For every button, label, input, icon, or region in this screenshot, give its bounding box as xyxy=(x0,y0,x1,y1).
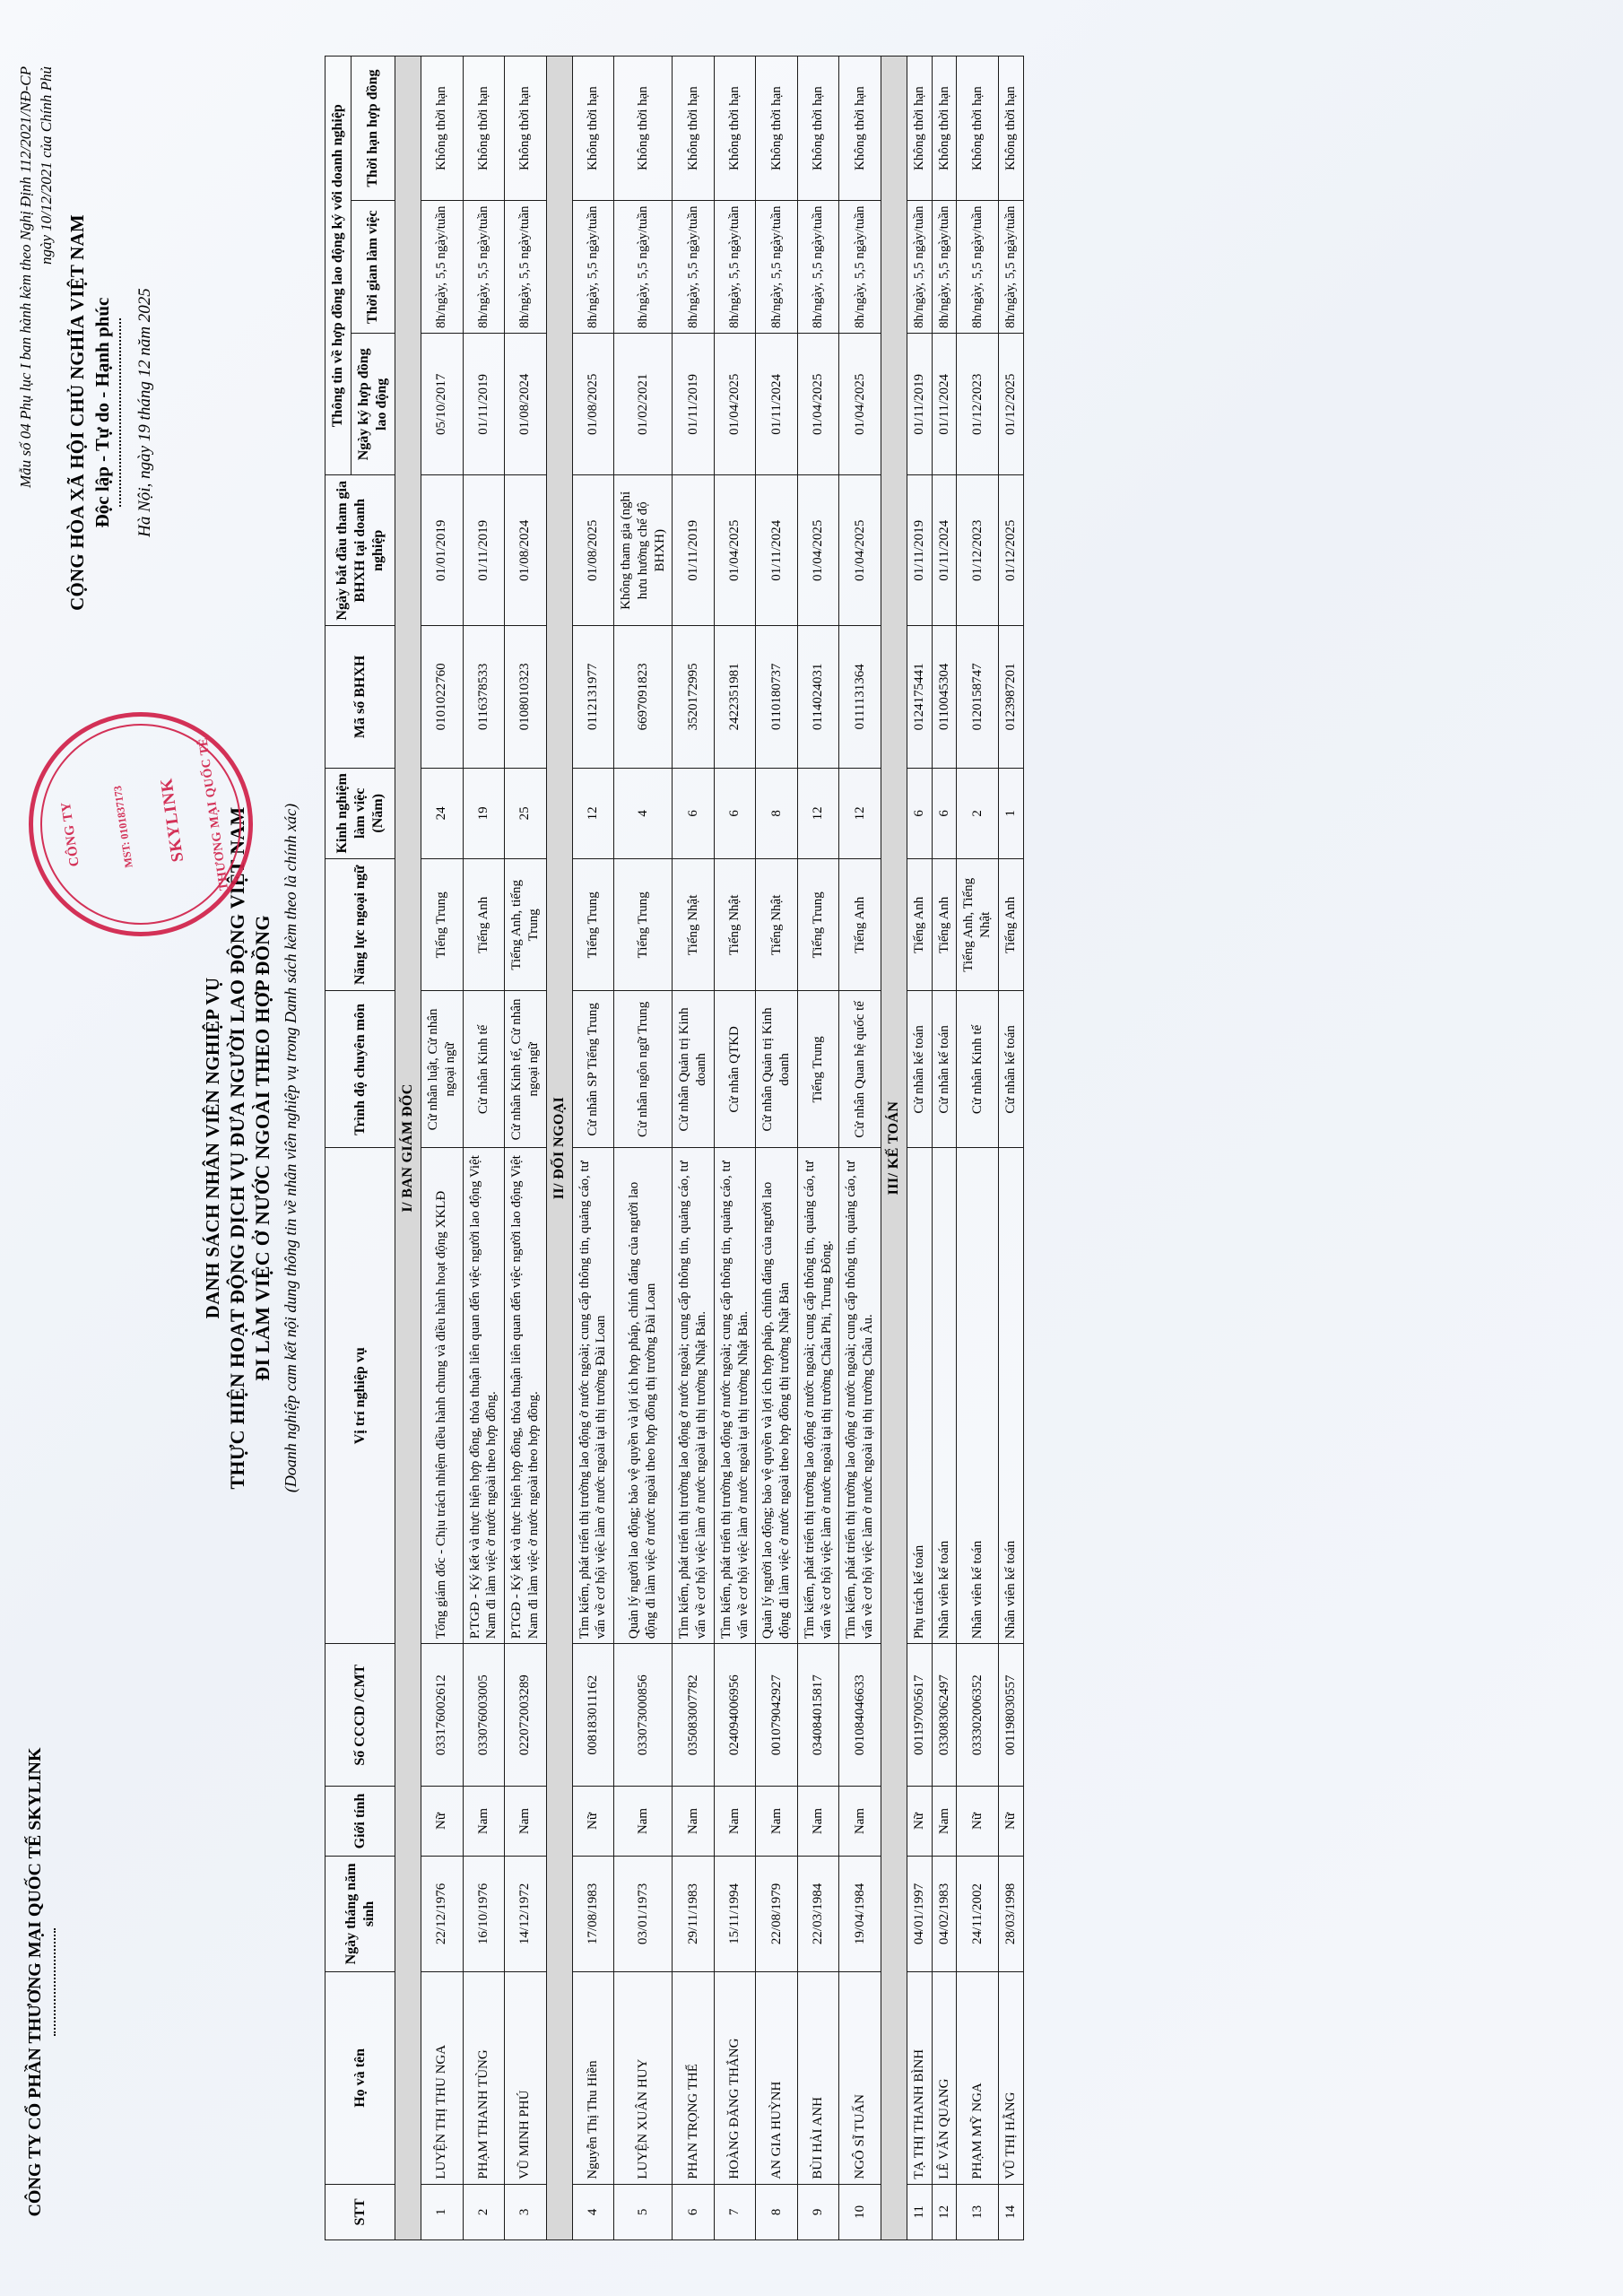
cell-position: Tìm kiếm, phát triển thị trường lao động ở nước ngoài; cung cấp thông tin, quảng cáo, tư vấn về cơ hội việc làm ở nước ngoài tại thị trường Châu Phi, Trung Đông. xyxy=(797,1148,839,1644)
col-header-contract-term: Thời hạn hợp đồng xyxy=(352,57,395,201)
cell-experience: 25 xyxy=(505,768,547,859)
cell-sex: Nam xyxy=(614,1787,673,1857)
cell-contract-term: Không thời hạn xyxy=(463,57,505,201)
col-header-contract-sign-date: Ngày ký hợp đồng lao động xyxy=(352,334,395,475)
cell-contract-term: Không thời hạn xyxy=(907,57,932,201)
cell-work-time: 8h/ngày, 5,5 ngày/tuần xyxy=(756,201,798,334)
cell-experience: 1 xyxy=(998,768,1023,859)
cell-stt: 13 xyxy=(957,2184,999,2239)
cell-id: 001084046633 xyxy=(839,1644,881,1787)
cell-bhxh-code: 0120158747 xyxy=(957,626,999,768)
form-reference-line-1: Mẫu số 04 Phụ lục I ban hành kèm theo Nghị Định 112/2021/NĐ-CP xyxy=(17,66,34,488)
cell-contract-sign-date: 01/02/2021 xyxy=(614,334,673,475)
cell-language: Tiếng Nhật xyxy=(714,859,756,991)
cell-name: AN GIA HUỲNH xyxy=(756,1972,798,2185)
cell-bhxh-start: 01/01/2019 xyxy=(421,475,464,626)
cell-id: 008183011162 xyxy=(572,1644,614,1787)
cell-contract-sign-date: 01/04/2025 xyxy=(839,334,881,475)
cell-id: 022072003289 xyxy=(505,1644,547,1787)
table-row xyxy=(907,57,932,2240)
cell-position: Tìm kiếm, phát triển thị trường lao động ở nước ngoài; cung cấp thông tin, quảng cáo, tư vấn về cơ hội việc làm ở nước ngoài tại thị trường Đài Loan xyxy=(572,1148,614,1644)
cell-position: Quản lý người lao động; bảo vệ quyền và lợi ích hợp pháp, chính đáng của người lao động đi làm việc ở nước ngoài theo hợp đồng thị trường Nhật Bản xyxy=(756,1148,798,1644)
cell-bhxh-start: 01/08/2025 xyxy=(572,475,614,626)
cell-experience: 6 xyxy=(932,768,957,859)
cell-stt: 10 xyxy=(839,2184,881,2239)
cell-stt: 7 xyxy=(714,2184,756,2239)
cell-bhxh-start: 01/04/2025 xyxy=(839,475,881,626)
cell-language: Tiếng Anh, tiếng Trung xyxy=(505,859,547,991)
national-motto: Độc lập - Tự do - Hạnh phúc xyxy=(91,297,113,528)
cell-dob: 03/01/1973 xyxy=(614,1856,673,1971)
cell-stt: 6 xyxy=(673,2184,715,2239)
cell-work-time: 8h/ngày, 5,5 ngày/tuần xyxy=(957,201,999,334)
cell-stt: 3 xyxy=(505,2184,547,2239)
company-name: CÔNG TY CỔ PHẦN THƯƠNG MẠI QUỐC TẾ SKYLINK xyxy=(25,1747,45,2217)
cell-bhxh-code: 3520172995 xyxy=(673,626,715,768)
cell-language: Tiếng Anh, Tiếng Nhật xyxy=(957,859,999,991)
cell-work-time: 8h/ngày, 5,5 ngày/tuần xyxy=(714,201,756,334)
cell-education: Cử nhân Kinh tế xyxy=(957,991,999,1148)
cell-sex: Nam xyxy=(756,1787,798,1857)
cell-dob: 22/03/1984 xyxy=(797,1856,839,1971)
employee-table xyxy=(325,56,1024,2240)
cell-work-time: 8h/ngày, 5,5 ngày/tuần xyxy=(932,201,957,334)
cell-id: 033073000856 xyxy=(614,1644,673,1787)
cell-experience: 12 xyxy=(797,768,839,859)
cell-education: Cử nhân Kinh tế xyxy=(463,991,505,1148)
cell-contract-term: Không thời hạn xyxy=(673,57,715,201)
document-title-line-2: THỰC HIỆN HOẠT ĐỘNG DỊCH VỤ ĐƯA NGƯỜI LAO ĐỘNG VIỆT NAM xyxy=(226,806,248,1490)
cell-bhxh-start: 01/12/2023 xyxy=(957,475,999,626)
cell-bhxh-start: 01/11/2019 xyxy=(463,475,505,626)
cell-contract-term: Không thời hạn xyxy=(957,57,999,201)
document-title-line-3: ĐI LÀM VIỆC Ở NƯỚC NGOÀI THEO HỢP ĐỒNG xyxy=(251,915,273,1381)
cell-contract-term: Không thời hạn xyxy=(505,57,547,201)
cell-experience: 24 xyxy=(421,768,464,859)
cell-contract-term: Không thời hạn xyxy=(614,57,673,201)
table-row xyxy=(839,57,881,2240)
cell-education: Tiếng Trung xyxy=(797,991,839,1148)
cell-bhxh-start: 01/11/2019 xyxy=(673,475,715,626)
cell-bhxh-code: 0116378533 xyxy=(463,626,505,768)
cell-experience: 8 xyxy=(756,768,798,859)
cell-language: Tiếng Trung xyxy=(797,859,839,991)
cell-language: Tiếng Anh xyxy=(998,859,1023,991)
cell-work-time: 8h/ngày, 5,5 ngày/tuần xyxy=(572,201,614,334)
cell-position: Nhân viên kế toán xyxy=(998,1148,1023,1644)
cell-bhxh-code: 6697091823 xyxy=(614,626,673,768)
table-row xyxy=(998,57,1023,2240)
company-block xyxy=(23,1731,56,2233)
cell-sex: Nam xyxy=(797,1787,839,1857)
cell-work-time: 8h/ngày, 5,5 ngày/tuần xyxy=(797,201,839,334)
cell-contract-sign-date: 01/11/2019 xyxy=(907,334,932,475)
cell-bhxh-code: 0114024031 xyxy=(797,626,839,768)
table-section-row xyxy=(395,57,421,2240)
cell-stt: 8 xyxy=(756,2184,798,2239)
cell-id: 001079042927 xyxy=(756,1644,798,1787)
cell-dob: 22/12/1976 xyxy=(421,1856,464,1971)
cell-stt: 1 xyxy=(421,2184,464,2239)
col-header-education: Trình độ chuyên môn xyxy=(325,991,395,1148)
cell-name: VŨ THỊ HẰNG xyxy=(998,1972,1023,2185)
cell-dob: 22/08/1979 xyxy=(756,1856,798,1971)
cell-bhxh-code: 0110045304 xyxy=(932,626,957,768)
cell-contract-sign-date: 01/12/2023 xyxy=(957,334,999,475)
col-header-language: Năng lực ngoại ngữ xyxy=(325,859,395,991)
cell-sex: Nữ xyxy=(572,1787,614,1857)
form-reference-line-2: ngày 10/12/2021 của Chính Phủ xyxy=(37,66,55,265)
cell-experience: 4 xyxy=(614,768,673,859)
table-section-label: I/ BAN GIÁM ĐỐC xyxy=(395,57,421,2240)
cell-sex: Nam xyxy=(839,1787,881,1857)
cell-name: PHẠM THANH TÙNG xyxy=(463,1972,505,2185)
cell-language: Tiếng Trung xyxy=(572,859,614,991)
cell-sex: Nữ xyxy=(957,1787,999,1857)
col-header-contract-group: Thông tin về hợp đồng lao động ký với doanh nghiệp xyxy=(325,57,352,475)
cell-education: Cử nhân kế toán xyxy=(932,991,957,1148)
cell-experience: 12 xyxy=(572,768,614,859)
cell-position: Nhân viên kế toán xyxy=(932,1148,957,1644)
cell-language: Tiếng Trung xyxy=(614,859,673,991)
cell-language: Tiếng Anh xyxy=(932,859,957,991)
cell-id: 001198030557 xyxy=(998,1644,1023,1787)
national-divider xyxy=(119,318,121,507)
table-section-row xyxy=(881,57,907,2240)
cell-bhxh-code: 0124175441 xyxy=(907,626,932,768)
cell-position: Nhân viên kế toán xyxy=(957,1148,999,1644)
cell-bhxh-start: 01/11/2019 xyxy=(907,475,932,626)
cell-name: PHẠM MỸ NGA xyxy=(957,1972,999,2185)
cell-contract-sign-date: 01/11/2019 xyxy=(673,334,715,475)
cell-experience: 6 xyxy=(673,768,715,859)
cell-stt: 12 xyxy=(932,2184,957,2239)
cell-name: BÙI HẢI ANH xyxy=(797,1972,839,2185)
national-title: CỘNG HÒA XÃ HỘI CHỦ NGHĨA VIỆT NAM xyxy=(65,214,88,611)
col-header-id: Số CCCD /CMT xyxy=(325,1644,395,1787)
table-head xyxy=(325,57,395,2240)
cell-bhxh-start: 01/04/2025 xyxy=(714,475,756,626)
table-row xyxy=(714,57,756,2240)
table-section-label: II/ ĐỐI NGOẠI xyxy=(546,57,572,2240)
cell-stt: 11 xyxy=(907,2184,932,2239)
seal-top-text: CÔNG TY xyxy=(58,800,82,868)
cell-work-time: 8h/ngày, 5,5 ngày/tuần xyxy=(614,201,673,334)
cell-stt: 2 xyxy=(463,2184,505,2239)
cell-id: 001197005617 xyxy=(907,1644,932,1787)
cell-id: 033176002612 xyxy=(421,1644,464,1787)
cell-bhxh-code: 0112131977 xyxy=(572,626,614,768)
cell-language: Tiếng Nhật xyxy=(673,859,715,991)
cell-experience: 19 xyxy=(463,768,505,859)
cell-sex: Nữ xyxy=(998,1787,1023,1857)
cell-position: Tìm kiếm, phát triển thị trường lao động ở nước ngoài; cung cấp thông tin, quảng cáo, tư vấn về cơ hội việc làm ở nước ngoài tại thị trường Châu Âu. xyxy=(839,1148,881,1644)
table-row xyxy=(673,57,715,2240)
cell-position: P.TGĐ - Ký kết và thực hiện hợp đồng, thỏa thuận liên quan đến việc người lao động Việt Nam đi làm việc ở nước ngoài theo hợp đồng. xyxy=(463,1148,505,1644)
cell-bhxh-start: 01/11/2024 xyxy=(932,475,957,626)
cell-contract-term: Không thời hạn xyxy=(998,57,1023,201)
cell-sex: Nam xyxy=(932,1787,957,1857)
cell-work-time: 8h/ngày, 5,5 ngày/tuần xyxy=(505,201,547,334)
cell-dob: 15/11/1994 xyxy=(714,1856,756,1971)
cell-work-time: 8h/ngày, 5,5 ngày/tuần xyxy=(673,201,715,334)
cell-sex: Nam xyxy=(673,1787,715,1857)
cell-experience: 2 xyxy=(957,768,999,859)
cell-bhxh-start: 01/12/2025 xyxy=(998,475,1023,626)
cell-bhxh-start: 01/08/2024 xyxy=(505,475,547,626)
cell-stt: 4 xyxy=(572,2184,614,2239)
cell-contract-term: Không thời hạn xyxy=(714,57,756,201)
cell-position: Tìm kiếm, phát triển thị trường lao động ở nước ngoài; cung cấp thông tin, quảng cáo, tư vấn về cơ hội việc làm ở nước ngoài tại thị trường Nhật Bản. xyxy=(673,1148,715,1644)
cell-contract-sign-date: 01/08/2025 xyxy=(572,334,614,475)
place-and-date: Hà Nội, ngày 19 tháng 12 năm 2025 xyxy=(135,288,154,537)
cell-id: 033302006352 xyxy=(957,1644,999,1787)
cell-position: P.TGĐ - Ký kết và thực hiện hợp đồng, thỏa thuận liên quan đến việc người lao động Việt Nam đi làm việc ở nước ngoài theo hợp đồng. xyxy=(505,1148,547,1644)
document-commitment-note: (Doanh nghiệp cam kết nội dung thông tin về nhân viên nghiệp vụ trong Danh sách kèm theo là chính xác) xyxy=(282,803,299,1493)
cell-contract-sign-date: 01/11/2024 xyxy=(756,334,798,475)
col-header-dob: Ngày tháng năm sinh xyxy=(325,1856,395,1971)
col-header-name: Họ và tên xyxy=(325,1972,395,2185)
cell-name: HOÀNG ĐĂNG THẮNG xyxy=(714,1972,756,2185)
cell-name: TẠ THỊ THANH BÌNH xyxy=(907,1972,932,2185)
document-title-line-1: DANH SÁCH NHÂN VIÊN NGHIỆP VỤ xyxy=(202,977,223,1319)
cell-name: NGÔ SĨ TUẤN xyxy=(839,1972,881,2185)
cell-name: LÊ VĂN QUANG xyxy=(932,1972,957,2185)
table-section-row xyxy=(546,57,572,2240)
cell-dob: 16/10/1976 xyxy=(463,1856,505,1971)
cell-language: Tiếng Anh xyxy=(839,859,881,991)
cell-bhxh-code: 0101022760 xyxy=(421,626,464,768)
cell-dob: 14/12/1972 xyxy=(505,1856,547,1971)
cell-bhxh-code: 0108010323 xyxy=(505,626,547,768)
cell-contract-sign-date: 05/10/2017 xyxy=(421,334,464,475)
cell-education: Cử nhân Kinh tế, Cử nhân ngoại ngữ xyxy=(505,991,547,1148)
table-row xyxy=(957,57,999,2240)
seal-tax-code: MST: 0101837173 xyxy=(110,785,135,869)
cell-contract-sign-date: 01/04/2025 xyxy=(797,334,839,475)
cell-language: Tiếng Nhật xyxy=(756,859,798,991)
cell-education: Cử nhân Quản trị Kinh doanh xyxy=(756,991,798,1148)
cell-education: Cử nhân luật, Cử nhân ngoại ngữ xyxy=(421,991,464,1148)
cell-id: 024094006956 xyxy=(714,1644,756,1787)
cell-id: 034084015817 xyxy=(797,1644,839,1787)
cell-bhxh-code: 0111131364 xyxy=(839,626,881,768)
col-header-work-time: Thời gian làm việc xyxy=(352,201,395,334)
cell-id: 033083062497 xyxy=(932,1644,957,1787)
cell-experience: 12 xyxy=(839,768,881,859)
table-row xyxy=(463,57,505,2240)
cell-name: Nguyễn Thị Thu Hiền xyxy=(572,1972,614,2185)
table-row xyxy=(797,57,839,2240)
cell-dob: 17/08/1983 xyxy=(572,1856,614,1971)
cell-bhxh-code: 0123987201 xyxy=(998,626,1023,768)
cell-dob: 04/02/1983 xyxy=(932,1856,957,1971)
cell-position: Tổng giám đốc - Chịu trách nhiệm điều hành chung và điều hành hoạt động XKLĐ xyxy=(421,1148,464,1644)
cell-contract-term: Không thời hạn xyxy=(932,57,957,201)
cell-position: Tìm kiếm, phát triển thị trường lao động ở nước ngoài; cung cấp thông tin, quảng cáo, tư vấn về cơ hội việc làm ở nước ngoài tại thị trường Nhật Bản. xyxy=(714,1148,756,1644)
cell-name: LUYỆN XUÂN HUY xyxy=(614,1972,673,2185)
table-row xyxy=(421,57,464,2240)
cell-sex: Nữ xyxy=(421,1787,464,1857)
cell-experience: 6 xyxy=(714,768,756,859)
cell-work-time: 8h/ngày, 5,5 ngày/tuần xyxy=(907,201,932,334)
table-row xyxy=(756,57,798,2240)
cell-bhxh-code: 0110180737 xyxy=(756,626,798,768)
table-header-row-1 xyxy=(325,57,352,2240)
cell-education: Cử nhân kế toán xyxy=(998,991,1023,1148)
cell-bhxh-start: 01/04/2025 xyxy=(797,475,839,626)
cell-sex: Nam xyxy=(463,1787,505,1857)
cell-language: Tiếng Trung xyxy=(421,859,464,991)
cell-stt: 9 xyxy=(797,2184,839,2239)
table-row xyxy=(932,57,957,2240)
cell-work-time: 8h/ngày, 5,5 ngày/tuần xyxy=(421,201,464,334)
table-section-label: III/ KẾ TOÁN xyxy=(881,57,907,2240)
cell-contract-term: Không thời hạn xyxy=(572,57,614,201)
cell-dob: 28/03/1998 xyxy=(998,1856,1023,1971)
company-divider xyxy=(54,1928,56,2036)
cell-work-time: 8h/ngày, 5,5 ngày/tuần xyxy=(998,201,1023,334)
cell-id: 035083007782 xyxy=(673,1644,715,1787)
cell-contract-sign-date: 01/04/2025 xyxy=(714,334,756,475)
seal-bottom-text: THƯƠNG MẠI QUỐC TẾ xyxy=(196,736,232,891)
col-header-sex: Giới tính xyxy=(325,1787,395,1857)
cell-bhxh-start: Không tham gia (nghỉ hưu hưởng chế độ BHXH) xyxy=(614,475,673,626)
cell-contract-sign-date: 01/11/2024 xyxy=(932,334,957,475)
cell-contract-term: Không thời hạn xyxy=(756,57,798,201)
cell-education: Cử nhân SP Tiếng Trung xyxy=(572,991,614,1148)
table-body xyxy=(395,57,1024,2240)
cell-experience: 6 xyxy=(907,768,932,859)
cell-contract-sign-date: 01/11/2019 xyxy=(463,334,505,475)
table-row xyxy=(572,57,614,2240)
cell-bhxh-start: 01/11/2024 xyxy=(756,475,798,626)
cell-position: Quản lý người lao động; bảo vệ quyền và lợi ích hợp pháp, chính đáng của người lao động đi làm việc ở nước ngoài theo hợp đồng thị trường Đài Loan xyxy=(614,1148,673,1644)
cell-name: LUYỆN THỊ THU NGA xyxy=(421,1972,464,2185)
cell-sex: Nam xyxy=(505,1787,547,1857)
cell-sex: Nam xyxy=(714,1787,756,1857)
cell-education: Cử nhân kế toán xyxy=(907,991,932,1148)
col-header-stt: STT xyxy=(325,2184,395,2239)
cell-dob: 19/04/1984 xyxy=(839,1856,881,1971)
cell-work-time: 8h/ngày, 5,5 ngày/tuần xyxy=(839,201,881,334)
col-header-position: Vị trí nghiệp vụ xyxy=(325,1148,395,1644)
cell-education: Cử nhân Quản trị Kinh doanh xyxy=(673,991,715,1148)
cell-bhxh-code: 2422351981 xyxy=(714,626,756,768)
col-header-bhxh-code: Mã số BHXH xyxy=(325,626,395,768)
cell-language: Tiếng Anh xyxy=(463,859,505,991)
cell-contract-term: Không thời hạn xyxy=(797,57,839,201)
cell-contract-term: Không thời hạn xyxy=(839,57,881,201)
cell-work-time: 8h/ngày, 5,5 ngày/tuần xyxy=(463,201,505,334)
col-header-bhxh-start: Ngày bắt đầu tham gia BHXH tại doanh nghiệp xyxy=(325,475,395,626)
national-header-block xyxy=(16,63,155,762)
cell-dob: 24/11/2002 xyxy=(957,1856,999,1971)
cell-contract-term: Không thời hạn xyxy=(421,57,464,201)
table-row xyxy=(505,57,547,2240)
cell-name: PHAN TRỌNG THỂ xyxy=(673,1972,715,2185)
cell-sex: Nữ xyxy=(907,1787,932,1857)
cell-stt: 14 xyxy=(998,2184,1023,2239)
cell-dob: 04/01/1997 xyxy=(907,1856,932,1971)
cell-position: Phụ trách kế toán xyxy=(907,1148,932,1644)
cell-name: VŨ MINH PHÚ xyxy=(505,1972,547,2185)
cell-education: Cử nhân Quan hệ quốc tế xyxy=(839,991,881,1148)
cell-id: 033076003005 xyxy=(463,1644,505,1787)
seal-brand-text: SKYLINK xyxy=(157,776,188,864)
cell-dob: 29/11/1983 xyxy=(673,1856,715,1971)
cell-education: Cử nhân ngôn ngữ Trung xyxy=(614,991,673,1148)
col-header-experience: Kinh nghiệm làm việc (Năm) xyxy=(325,768,395,859)
cell-language: Tiếng Anh xyxy=(907,859,932,991)
cell-contract-sign-date: 01/12/2025 xyxy=(998,334,1023,475)
cell-contract-sign-date: 01/08/2024 xyxy=(505,334,547,475)
cell-education: Cử nhân QTKD xyxy=(714,991,756,1148)
table-row xyxy=(614,57,673,2240)
cell-stt: 5 xyxy=(614,2184,673,2239)
title-block xyxy=(202,0,300,2296)
